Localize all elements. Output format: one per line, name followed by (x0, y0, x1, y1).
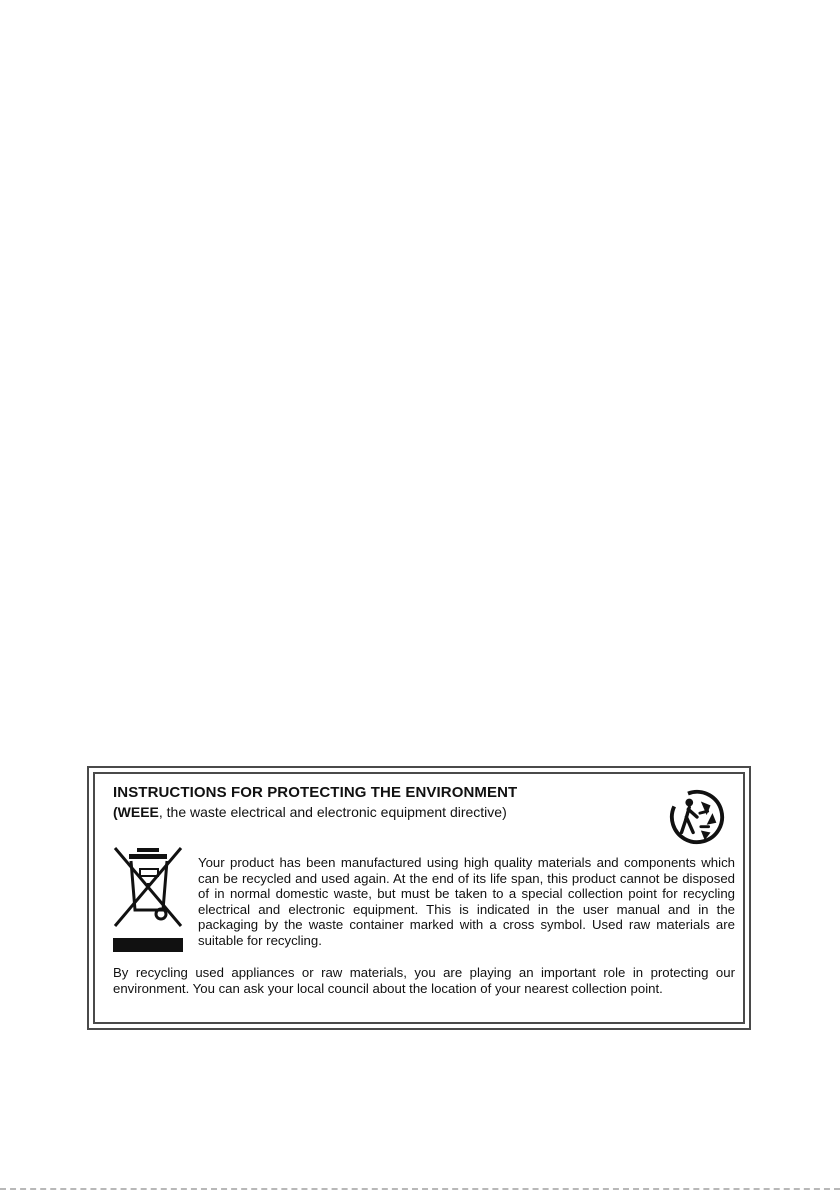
weee-subtitle-bold: (WEEE (113, 804, 159, 820)
crossed-out-wheelie-bin-icon (111, 844, 185, 956)
weee-paragraph-1: Your product has been manufactured using high quality materials and components which can be recycled and used again. At the end of its life span, this product cannot be disposed of in normal domestic waste, but must be taken to a special collection point for recycling electrical and electronic equipment. This is indicated in the user manual and in the packaging by the waste container marked with a cross symbol. Used raw materials are suitable for recycling. (198, 855, 735, 948)
page-bottom-dashed-rule (0, 1188, 840, 1190)
triman-recycling-icon (668, 788, 726, 846)
weee-subtitle (113, 804, 507, 820)
weee-subtitle-rest: , the waste electrical and electronic equipment directive) (158, 804, 507, 820)
weee-notice-inner-frame (93, 772, 745, 1024)
weee-paragraph-2: By recycling used appliances or raw materials, you are playing an important role in protecting our environment. You can ask your local council about the location of your nearest collection point. (113, 965, 735, 996)
weee-notice-box (87, 766, 751, 1030)
weee-title: INSTRUCTIONS FOR PROTECTING THE ENVIRONMENT (113, 784, 518, 801)
